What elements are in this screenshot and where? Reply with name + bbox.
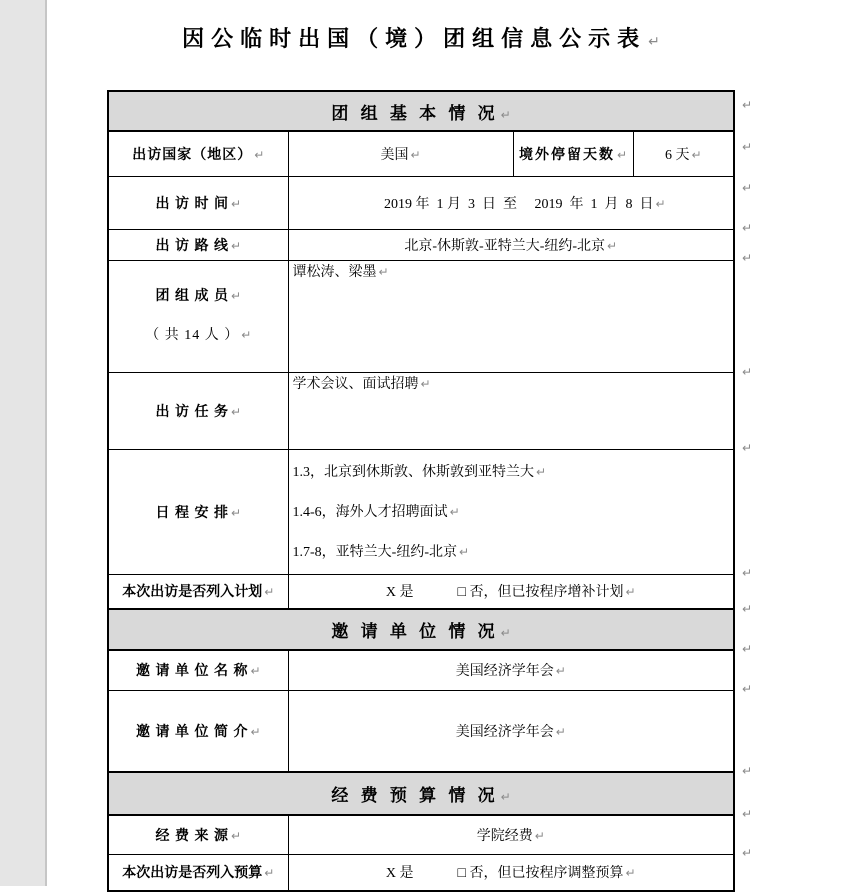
in-plan-label: 本次出访是否列入计划 (122, 585, 263, 601)
row-end-mark-icon: ↵ (742, 98, 753, 112)
time-value-cell (288, 176, 734, 229)
task-value: 学术会议、面试招聘 (292, 376, 419, 392)
row-end-mark-icon: ↵ (742, 221, 753, 235)
row-inviter-name (108, 650, 734, 690)
members-value: 谭松涛、梁墨 (292, 264, 377, 280)
paragraph-mark-icon: ↵ (449, 504, 460, 519)
days-value-cell (633, 131, 734, 176)
section-row-budget-info (108, 772, 734, 815)
task-value-cell (288, 372, 734, 449)
row-end-mark-icon: ↵ (742, 846, 753, 860)
page-title (107, 22, 735, 53)
days-value: 6 天 (664, 147, 690, 163)
in-budget-yes-option: X 是 (385, 866, 414, 882)
row-end-mark-icon: ↵ (742, 251, 753, 265)
row-members (108, 260, 734, 372)
section-header-group-info (108, 91, 734, 131)
paragraph-mark-icon: ↵ (264, 866, 275, 881)
days-label: 境外停留天数 (518, 147, 615, 163)
country-label-cell (108, 131, 288, 176)
inviter-intro-label: 邀 请 单 位 简 介 (135, 724, 249, 740)
paragraph-mark-icon: ↵ (410, 147, 421, 162)
row-inviter-intro (108, 690, 734, 772)
section-header-text: 团 组 基 本 情 况 (331, 103, 499, 123)
section-row-group-info (108, 91, 734, 131)
days-label-cell (513, 131, 633, 176)
page-title-text: 因公临时出国（境）团组信息公示表 (182, 26, 647, 51)
inviter-intro-value-cell (288, 690, 734, 772)
members-sublabel: （ 共 14 人 ） (145, 328, 240, 343)
paragraph-mark-icon: ↵ (500, 626, 511, 640)
paragraph-mark-icon: ↵ (230, 196, 242, 211)
paragraph-mark-icon: ↵ (607, 238, 618, 253)
route-value: 北京-休斯敦-亚特兰大-纽约-北京 (404, 238, 606, 254)
paragraph-mark-icon: ↵ (250, 724, 261, 739)
paragraph-mark-icon: ↵ (625, 585, 636, 600)
in-plan-label-cell (108, 574, 288, 609)
section-row-inviter-info (108, 609, 734, 650)
paragraph-mark-icon: ↵ (500, 107, 511, 122)
inviter-name-value-cell (288, 650, 734, 690)
row-end-mark-icon: ↵ (742, 566, 753, 580)
paragraph-mark-icon: ↵ (378, 264, 389, 279)
budget-source-label-cell (108, 815, 288, 854)
paragraph-mark-icon: ↵ (230, 505, 242, 520)
section-header-text: 经 费 预 算 情 况 (331, 786, 499, 805)
info-table (107, 90, 735, 892)
row-task (108, 372, 734, 449)
country-value: 美国 (380, 147, 409, 163)
paragraph-mark-icon: ↵ (616, 147, 628, 162)
schedule-line-2: 1.4-6，海外人才招聘面试 (292, 504, 448, 520)
schedule-label-cell (108, 449, 288, 574)
in-plan-value-cell (288, 574, 734, 609)
row-end-mark-icon: ↵ (742, 642, 753, 656)
members-value-cell (288, 260, 734, 372)
page-margin-strip (0, 0, 47, 886)
row-route (108, 229, 734, 260)
row-end-mark-icon: ↵ (742, 602, 753, 616)
route-value-cell (288, 229, 734, 260)
paragraph-mark-icon: ↵ (241, 328, 252, 342)
paragraph-mark-icon: ↵ (254, 147, 265, 162)
paragraph-mark-icon: ↵ (459, 544, 470, 559)
row-end-mark-icon: ↵ (742, 764, 753, 778)
schedule-value-cell (288, 449, 734, 574)
budget-source-value: 学院经费 (476, 828, 533, 844)
members-label-cell (108, 260, 288, 372)
section-header-inviter-info (108, 609, 734, 650)
in-plan-yes-option: X 是 (385, 585, 414, 601)
row-time (108, 176, 734, 229)
schedule-line-3: 1.7-8，亚特兰大-纽约-北京 (292, 544, 457, 560)
paragraph-mark-icon: ↵ (230, 404, 242, 419)
task-label-cell (108, 372, 288, 449)
members-label: 团 组 成 员 (155, 289, 229, 304)
paragraph-mark-icon: ↵ (534, 828, 545, 843)
paragraph-mark-icon: ↵ (648, 34, 660, 50)
paragraph-mark-icon: ↵ (655, 196, 666, 211)
time-label-cell (108, 176, 288, 229)
inviter-intro-label-cell (108, 690, 288, 772)
inviter-name-label: 邀 请 单 位 名 称 (135, 664, 249, 680)
paragraph-mark-icon: ↵ (555, 724, 566, 739)
paragraph-mark-icon: ↵ (230, 289, 242, 303)
paragraph-mark-icon: ↵ (264, 585, 275, 600)
schedule-line-1: 1.3，北京到休斯敦、休斯敦到亚特兰大 (292, 464, 534, 480)
row-end-mark-icon: ↵ (742, 365, 753, 379)
in-budget-value-cell (288, 854, 734, 891)
row-in-budget (108, 854, 734, 891)
paragraph-mark-icon: ↵ (691, 147, 702, 162)
schedule-label: 日 程 安 排 (155, 505, 229, 521)
inviter-name-label-cell (108, 650, 288, 690)
paragraph-mark-icon: ↵ (250, 664, 261, 679)
in-budget-label-cell (108, 854, 288, 891)
row-end-mark-icon: ↵ (742, 441, 753, 455)
inviter-intro-value: 美国经济学年会 (455, 724, 554, 740)
row-end-mark-icon: ↵ (742, 140, 753, 154)
paragraph-mark-icon: ↵ (500, 790, 511, 804)
country-value-cell (288, 131, 513, 176)
paragraph-mark-icon: ↵ (536, 464, 547, 479)
paragraph-mark-icon: ↵ (625, 866, 636, 881)
budget-source-label: 经 费 来 源 (155, 828, 229, 844)
inviter-name-value: 美国经济学年会 (455, 664, 554, 680)
paragraph-mark-icon: ↵ (555, 664, 566, 679)
row-schedule (108, 449, 734, 574)
route-label-cell (108, 229, 288, 260)
in-budget-no-option: □ 否，但已按程序调整预算 (457, 866, 624, 882)
time-value: 2019 年 1 月 3 日 至 2019 年 1 月 8 日 (383, 196, 654, 212)
row-budget-source (108, 815, 734, 854)
row-end-mark-icon: ↵ (742, 682, 753, 696)
task-label: 出 访 任 务 (155, 404, 229, 420)
in-budget-label: 本次出访是否列入预算 (122, 866, 263, 882)
paragraph-mark-icon: ↵ (230, 238, 242, 253)
row-end-mark-icon: ↵ (742, 807, 753, 821)
paragraph-mark-icon: ↵ (420, 376, 431, 391)
time-label: 出 访 时 间 (155, 196, 229, 212)
row-in-plan (108, 574, 734, 609)
row-end-mark-icon: ↵ (742, 181, 753, 195)
section-header-budget-info (108, 772, 734, 815)
budget-source-value-cell (288, 815, 734, 854)
country-label: 出访国家（地区） (132, 147, 253, 163)
section-header-text: 邀 请 单 位 情 况 (331, 622, 499, 641)
in-plan-no-option: □ 否，但已按程序增补计划 (457, 585, 624, 601)
paragraph-mark-icon: ↵ (230, 828, 242, 843)
route-label: 出 访 路 线 (155, 238, 229, 254)
row-country (108, 131, 734, 176)
